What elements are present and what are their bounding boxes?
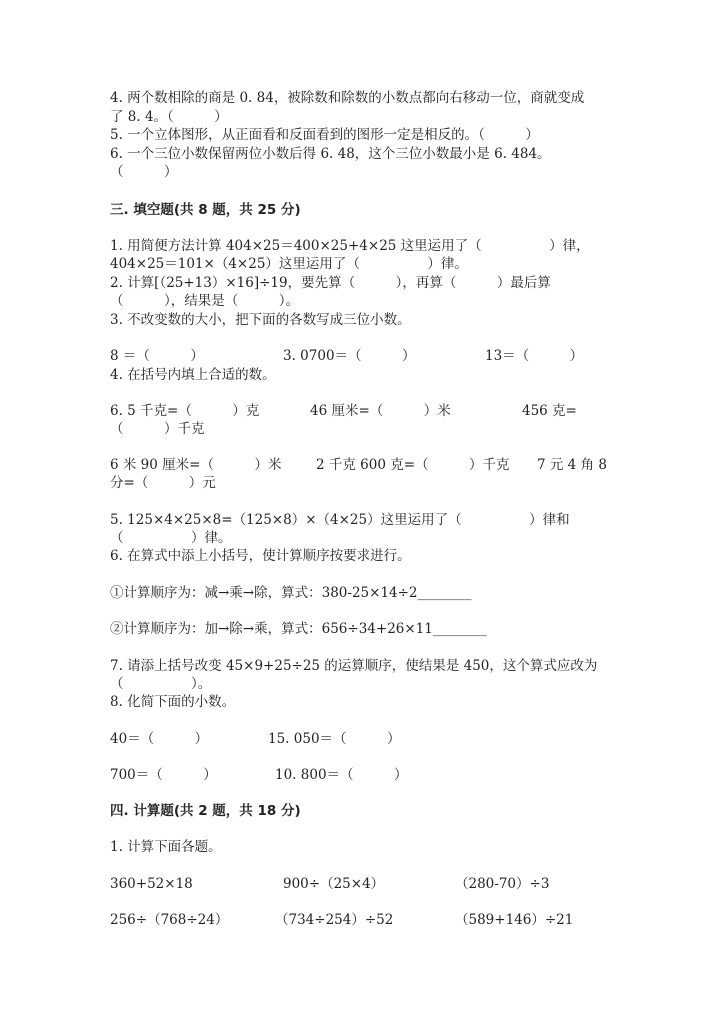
judge-q6-line2: （ ） [110,164,178,180]
s3-q8-item: 10. 800＝（ ） [275,767,408,783]
s3-q3-item: 8 ＝（ ） [110,348,204,364]
s4-expr: 900÷（25×4） [283,876,385,892]
s3-q4: 4. 在括号内填上合适的数。 [110,367,276,383]
s3-q1-line1: 1. 用简便方法计算 404×25＝400×25+4×25 这里运用了（ ）律， [110,238,590,254]
s3-q1-line2: 404×25＝101×（4×25）这里运用了（ ）律。 [110,256,468,272]
s3-q4-wrap: 分=（ ）元 [110,475,216,491]
s3-q4-item: 2 千克 600 克=（ ）千克 [316,457,510,473]
judge-q6-line1: 6. 一个三位小数保留两位小数后得 6. 48，这个三位小数最小是 6. 484。 [110,146,551,162]
s3-q4-item: 456 克= [522,403,577,419]
s3-q4-item: 7 元 4 角 8 [537,457,607,473]
s3-q8-item: 700＝（ ） [110,767,217,783]
s3-q4-item: 6 米 90 厘米=（ ）米 [110,457,282,473]
s4-q1: 1. 计算下面各题。 [110,839,222,855]
s3-q6-b: ②计算顺序为：加→除→乘，算式：656÷34+26×11________ [110,621,487,637]
s3-q7-line1: 7. 请添上括号改变 45×9+25÷25 的运算顺序，使结果是 450，这个算式应改为 [110,658,598,674]
judge-q4-line2: 了 8. 4。（ ） [110,109,228,125]
judge-q4-line1: 4. 两个数相除的商是 0. 84，被除数和除数的小数点都向右移动一位，商就变成 [110,90,585,106]
judge-q5: 5. 一个立体图形，从正面看和反面看到的图形一定是相反的。（ ） [110,127,539,143]
s3-q8-item: 15. 050＝（ ） [268,731,401,747]
s3-q5-line2: （ ）律。 [110,530,232,546]
s3-q3-item: 3. 0700＝（ ） [283,348,416,364]
s3-q6-a: ①计算顺序为：减→乘→除，算式：380-25×14÷2________ [110,585,472,601]
s3-q5-line1: 5. 125×4×25×8=（125×8）×（4×25）这里运用了（ ）律和 [110,512,570,528]
s3-q4-item: 46 厘米=（ ）米 [310,403,451,419]
s3-q3: 3. 不改变数的大小，把下面的各数写成三位小数。 [110,312,411,328]
s3-q7-line2: （ ）。 [110,676,212,692]
s4-expr: （280-70）÷3 [455,876,550,892]
section4-heading: 四. 计算题(共 2 题，共 18 分) [110,803,301,819]
s3-q3-item: 13＝（ ） [485,348,584,364]
s3-q2-line1: 2. 计算[（25+13）×16]÷19，要先算（ ），再算（ ）最后算 [110,275,551,291]
s3-q4-wrap: （ ）千克 [110,421,205,437]
s4-expr: （589+146）÷21 [455,912,574,928]
s3-q8-item: 40＝（ ） [110,731,209,747]
s3-q2-line2: （ ），结果是（ ）。 [110,293,299,309]
s3-q4-item: 6. 5 千克=（ ）克 [110,403,260,419]
s3-q6: 6. 在算式中添上小括号，使计算顺序按要求进行。 [110,548,411,564]
s4-expr: 360+52×18 [110,876,193,892]
s3-q8: 8. 化简下面的小数。 [110,694,236,710]
s4-expr: 256÷（768÷24） [110,912,229,928]
section3-heading: 三. 填空题(共 8 题，共 25 分) [110,202,301,218]
s4-expr: （734÷254）÷52 [275,912,394,928]
